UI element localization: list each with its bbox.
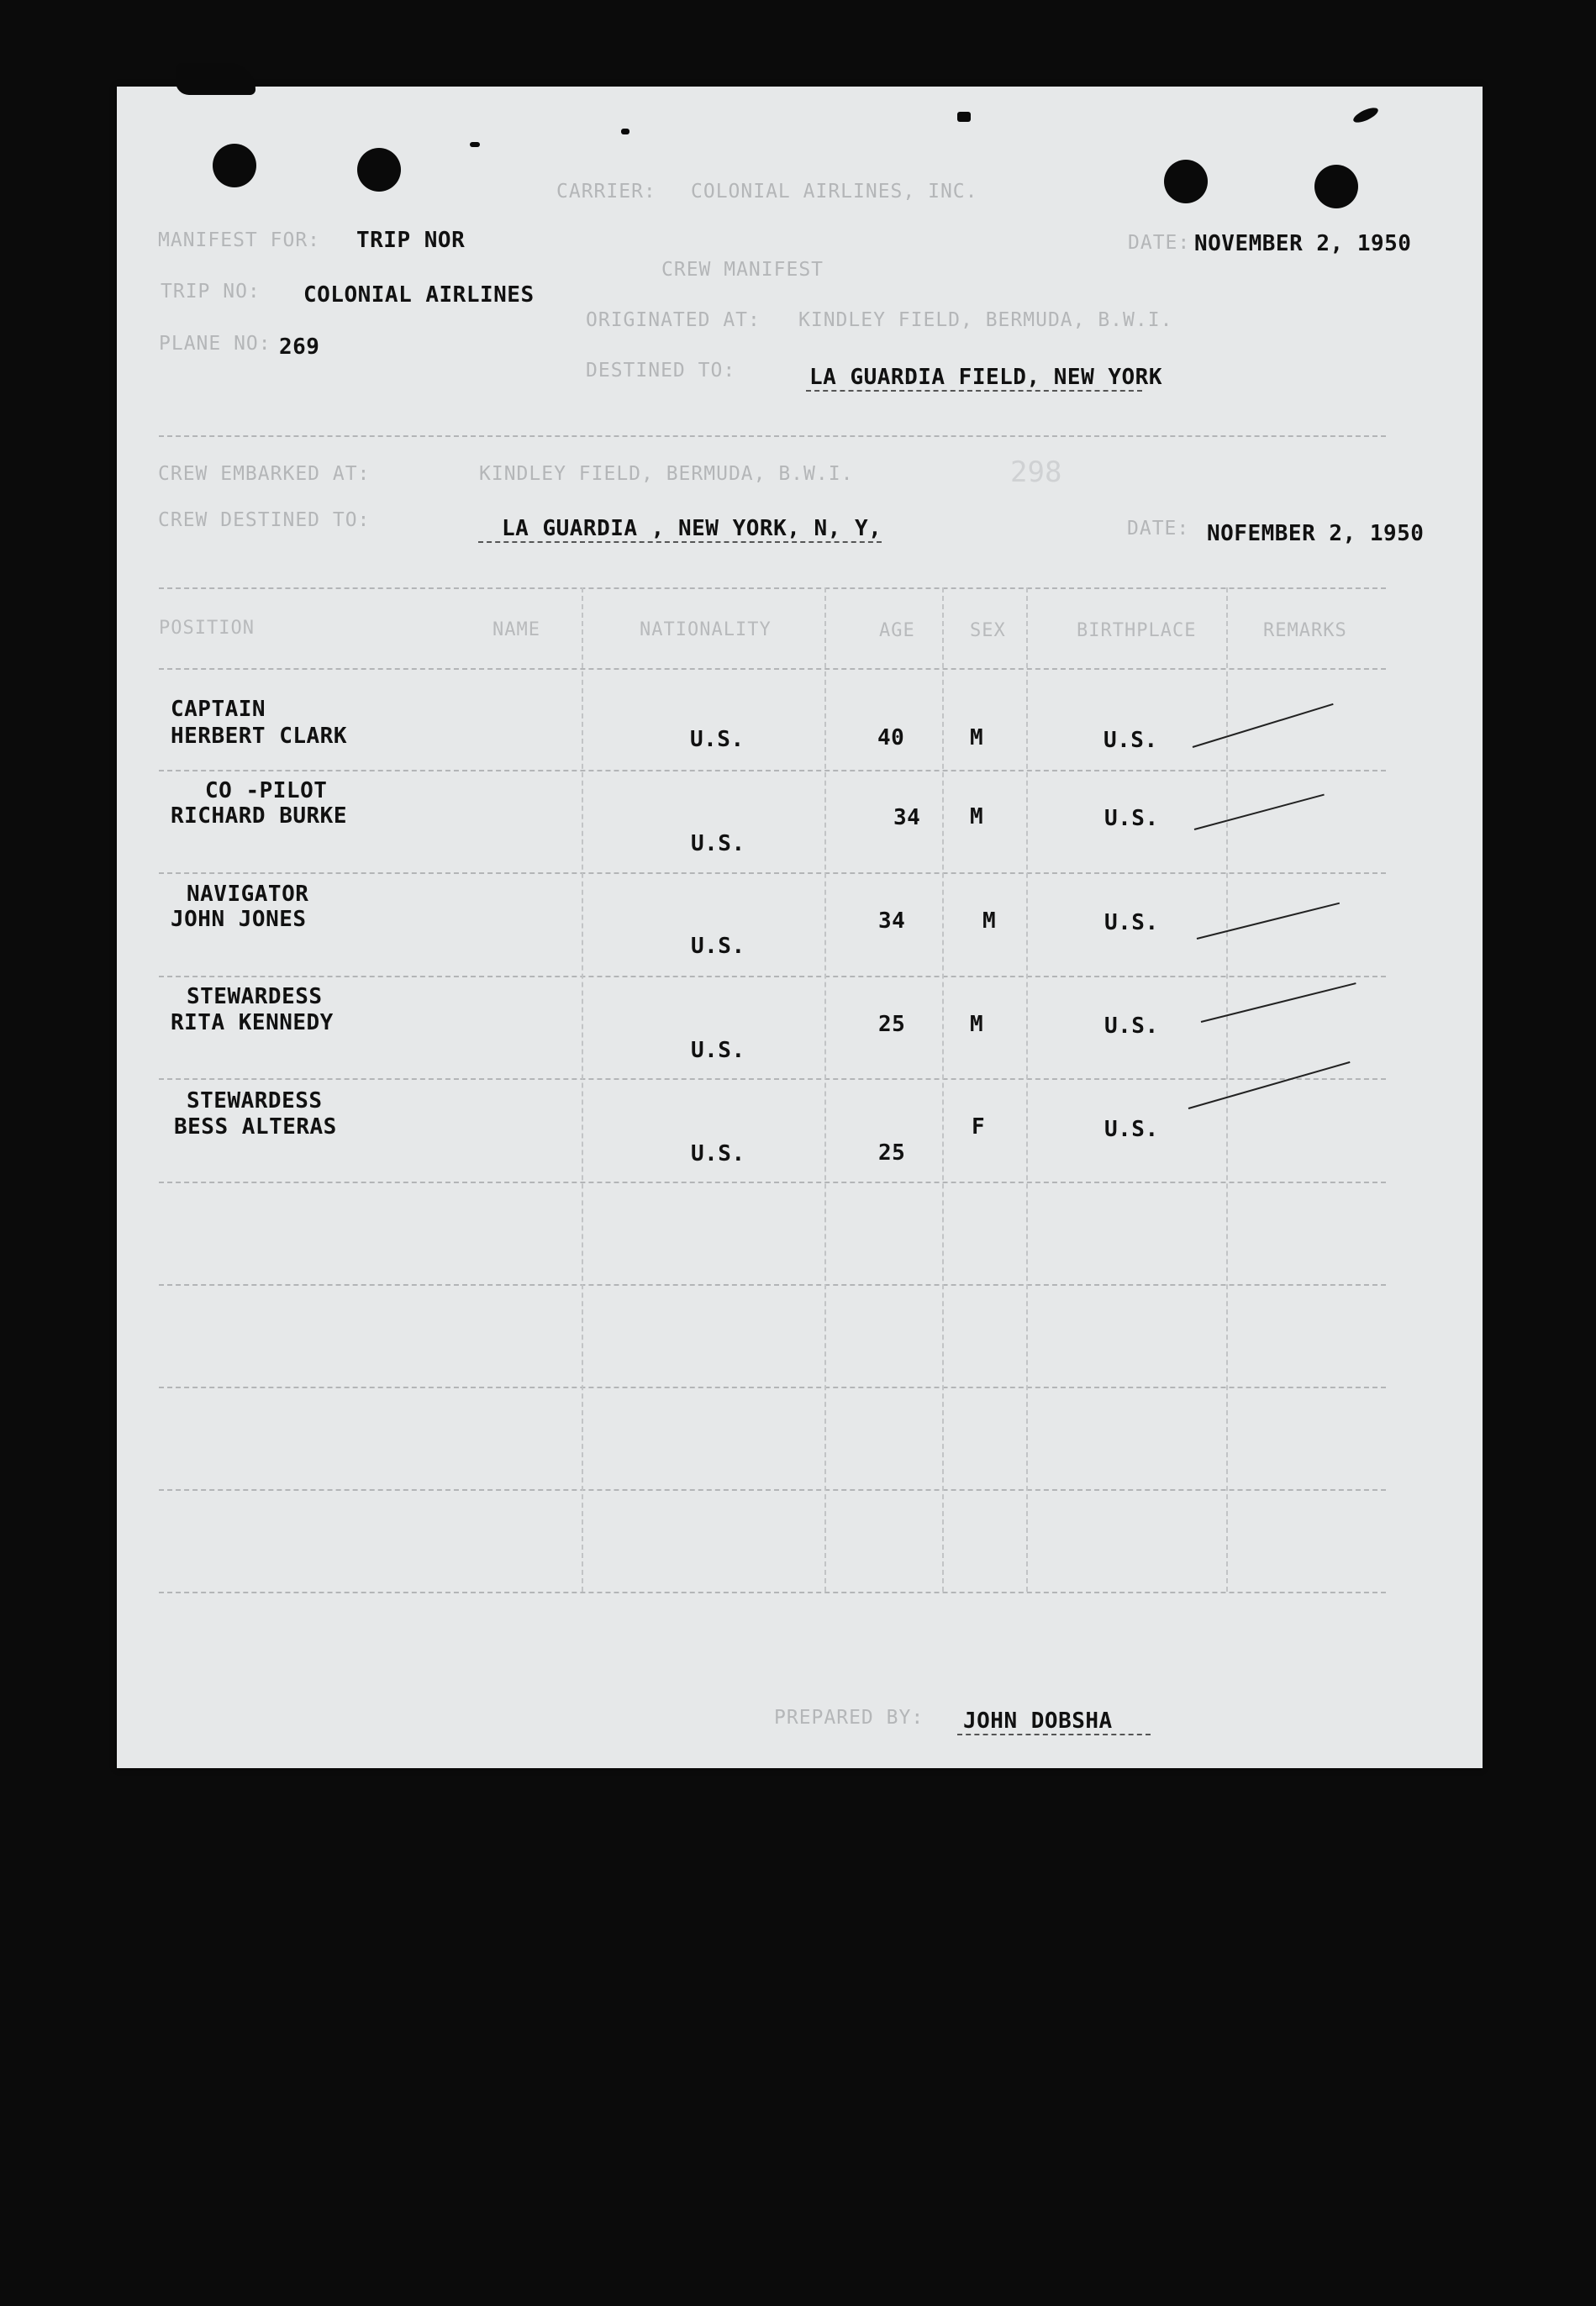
document-title: CREW MANIFEST: [661, 259, 824, 281]
row-sex: M: [970, 725, 984, 750]
punch-hole-2: [357, 148, 401, 192]
row-position: CO -PILOT: [205, 778, 328, 803]
col-header-birthplace: BIRTHPLACE: [1077, 620, 1197, 641]
row-nationality: U.S.: [690, 727, 745, 752]
col-divider: [942, 587, 944, 1592]
row-sex: M: [982, 908, 997, 934]
row-nationality: U.S.: [691, 831, 745, 856]
table-header-rule: [159, 668, 1386, 670]
row-rule: [159, 1387, 1386, 1388]
row-name: HERBERT CLARK: [171, 724, 347, 749]
row-position: NAVIGATOR: [187, 882, 309, 907]
row-nationality: U.S.: [691, 1141, 745, 1166]
col-divider: [824, 587, 826, 1592]
punch-hole-1: [213, 144, 256, 187]
row-rule: [159, 770, 1386, 771]
corner-tear-mark: [176, 63, 255, 95]
row-sex: F: [972, 1114, 986, 1140]
row-name: RITA KENNEDY: [171, 1010, 334, 1035]
ink-speck: [957, 112, 971, 122]
row-name: RICHARD BURKE: [171, 803, 347, 829]
col-divider: [1226, 587, 1228, 1592]
row-age: 25: [878, 1140, 906, 1166]
prepared-by-label: PREPARED BY:: [774, 1707, 924, 1729]
table-top-rule: [159, 587, 1386, 589]
row-age: 40: [877, 725, 905, 750]
crew-destined-label: CREW DESTINED TO:: [158, 509, 371, 531]
row-age: 34: [878, 908, 906, 934]
col-header-name: NAME: [492, 619, 540, 640]
col-divider: [1026, 587, 1028, 1592]
row-birthplace: U.S.: [1104, 728, 1158, 753]
carrier-value: COLONIAL AIRLINES, INC.: [691, 181, 978, 203]
col-header-age: AGE: [879, 620, 915, 641]
punch-hole-3: [1164, 160, 1208, 203]
crew-date-value: NOFEMBER 2, 1950: [1207, 521, 1425, 546]
destined-underline: [806, 390, 1142, 392]
row-name: JOHN JONES: [171, 907, 307, 932]
row-nationality: U.S.: [691, 1038, 745, 1063]
row-age: 25: [878, 1012, 906, 1037]
crew-destined-value: LA GUARDIA , NEW YORK, N, Y,: [502, 516, 882, 541]
col-header-sex: SEX: [970, 620, 1006, 641]
row-rule: [159, 1284, 1386, 1286]
crew-embarked-value: KINDLEY FIELD, BERMUDA, B.W.I.: [479, 463, 854, 485]
punch-hole-4: [1314, 165, 1358, 208]
manifest-for-value: TRIP NOR: [356, 228, 466, 253]
carrier-label: CARRIER:: [556, 181, 656, 203]
row-rule: [159, 976, 1386, 977]
destined-label: DESTINED TO:: [586, 360, 736, 382]
ink-speck: [1351, 105, 1380, 125]
row-sex: M: [970, 1012, 984, 1037]
col-header-remarks: REMARKS: [1263, 620, 1347, 641]
row-birthplace: U.S.: [1104, 806, 1159, 831]
remarks-check-mark: [1197, 903, 1340, 940]
remarks-check-mark: [1188, 1061, 1351, 1109]
ink-speck: [621, 129, 629, 134]
row-birthplace: U.S.: [1104, 910, 1159, 935]
row-birthplace: U.S.: [1104, 1013, 1159, 1039]
col-divider: [582, 587, 583, 1592]
ink-speck: [470, 142, 480, 147]
date-label: DATE:: [1128, 232, 1191, 254]
col-header-nationality: NATIONALITY: [640, 619, 772, 640]
plane-no-value: 269: [279, 334, 320, 360]
header-divider: [159, 435, 1386, 437]
row-nationality: U.S.: [691, 934, 745, 959]
destined-value: LA GUARDIA FIELD, NEW YORK: [809, 365, 1162, 390]
stamp-number: 298: [1010, 455, 1062, 489]
crew-date-label: DATE:: [1127, 518, 1190, 540]
remarks-check-mark: [1193, 703, 1334, 748]
row-position: STEWARDESS: [187, 984, 323, 1009]
originated-value: KINDLEY FIELD, BERMUDA, B.W.I.: [798, 309, 1173, 331]
row-rule: [159, 1078, 1386, 1080]
row-birthplace: U.S.: [1104, 1117, 1159, 1142]
row-sex: M: [970, 804, 984, 829]
originated-label: ORIGINATED AT:: [586, 309, 761, 331]
row-position: STEWARDESS: [187, 1088, 323, 1114]
crew-destined-underline: [478, 541, 882, 543]
row-position: CAPTAIN: [171, 697, 266, 722]
row-rule: [159, 872, 1386, 874]
row-rule: [159, 1182, 1386, 1183]
date-value: NOVEMBER 2, 1950: [1194, 231, 1412, 256]
remarks-check-mark: [1194, 794, 1325, 830]
plane-no-label: PLANE NO:: [159, 333, 271, 355]
prepared-by-underline: [957, 1734, 1151, 1735]
remarks-check-mark: [1201, 982, 1356, 1023]
manifest-sheet: [117, 87, 1483, 1768]
crew-embarked-label: CREW EMBARKED AT:: [158, 463, 371, 485]
trip-no-label: TRIP NO:: [161, 281, 261, 303]
trip-no-value: COLONIAL AIRLINES: [303, 282, 535, 308]
prepared-by-value: JOHN DOBSHA: [963, 1708, 1113, 1734]
row-age: 34: [893, 805, 921, 830]
col-header-position: POSITION: [159, 618, 255, 639]
row-name: BESS ALTERAS: [174, 1114, 337, 1140]
manifest-for-label: MANIFEST FOR:: [158, 229, 321, 251]
table-bottom-rule: [159, 1592, 1386, 1593]
row-rule: [159, 1489, 1386, 1491]
